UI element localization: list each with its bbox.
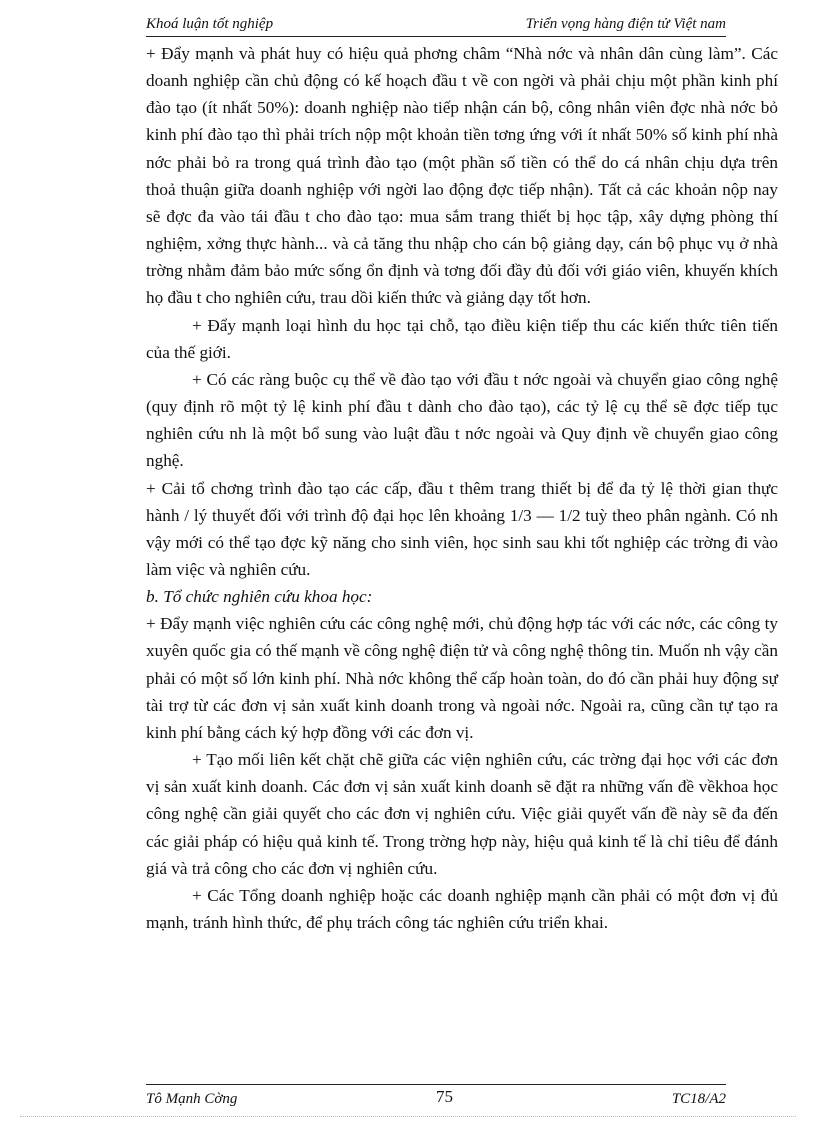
- paragraph-5: + Đẩy mạnh việc nghiên cứu các công nghệ mới, chủ động hợp tác với các nớc, các công ty xuyên quốc gia có thế mạnh về công nghệ điện tử và công nghệ thông tin. Muốn nh vậy cần phải có một số lớn kinh phí. Nhà nớc không thể cấp hoàn toàn, do đó cần phải huy động sự tài trợ từ các đơn vị sản xuất kinh doanh trong và ngoài nớc. Ngoài ra, cũng cần tự tạo ra kinh phí bằng cách ký hợp đồng với các đơn vị.: [146, 614, 778, 742]
- paragraph-6: + Tạo mối liên kết chặt chẽ giữa các viện nghiên cứu, các trờng đại học với các đơn vị sản xuất kinh doanh. Các đơn vị sản xuất kinh doanh sẽ đặt ra những vấn đề vềkhoa học công nghệ cần giải quyết cho các đơn vị nghiên cứu. Việc giải quyết vấn đề này sẽ đa đến các giải pháp có hiệu quả kinh tế. Trong trờng hợp này, hiệu quả kinh tế là chỉ tiêu để đánh giá và trả công cho các đơn vị nghiên cứu.: [146, 750, 778, 878]
- paragraph-7: + Các Tổng doanh nghiệp hoặc các doanh nghiệp mạnh cần phải có một đơn vị đủ mạnh, tránh hình thức, để phụ trách công tác nghiên cứu triển khai.: [146, 885, 778, 932]
- page-footer: [146, 1084, 726, 1109]
- paragraph-4: + Cải tổ chơng trình đào tạo các cấp, đầu t thêm trang thiết bị để đa tỷ lệ thời gian thực hành / lý thuyết đối với trình độ đại học lên khoảng 1/3 — 1/2 tuỳ theo phân ngành. Có nh vậy mới có thể tạo đợc kỹ năng cho sinh viên, học sinh sau khi tốt nghiệp các trờng đi vào làm việc và nghiên cứu.: [146, 478, 778, 579]
- footer-class-code: TC18/A2: [671, 1091, 726, 1107]
- paragraph-1: + Đẩy mạnh và phát huy có hiệu quả phơng châm “Nhà nớc và nhân dân cùng làm”. Các doanh nghiệp cần chủ động có kế hoạch đầu t về con ngời và phải chịu một phần kinh phí đào tạo (ít nhất 50%): doanh nghiệp nào tiếp nhận cán bộ, công nhân viên đợc nhà nớc bỏ kinh phí đào tạo thì phải trích nộp một khoản tiền tơng ứng với ít nhất 50% số kinh phí nhà nớc phải bỏ ra trong quá trình đào tạo (một phần số tiền có thể do cá nhân chịu dựa trên thoả thuận giữa doanh nghiệp với ngời lao động đợc tiếp nhận). Tất cả các khoản nộp nay sẽ đợc đa vào tái đầu t cho đào tạo: mua sắm trang thiết bị học tập, xây dựng phòng thí nghiệm, xởng thực hành... và cả tăng thu nhập cho cán bộ giảng dạy, cán bộ phục vụ ở nhà trờng nhằm đảm bảo mức sống ổn định và tơng đối đầy đủ đối với giáo viên, khuyến khích họ đầu t cho nghiên cứu, trau dồi kiến thức và giảng dạy tốt hơn.: [146, 44, 778, 308]
- page-header: [146, 14, 726, 37]
- bottom-dotted-divider: [20, 1116, 796, 1118]
- document-body: [146, 40, 778, 936]
- footer-author: Tô Mạnh Cờng: [146, 1091, 238, 1107]
- paragraph-2: + Đẩy mạnh loại hình du học tại chỗ, tạo điều kiện tiếp thu các kiến thức tiên tiến của thế giới.: [146, 315, 778, 362]
- footer-page-number: 75: [436, 1087, 453, 1106]
- header-right-title: Triển vọng hàng điện tử Việt nam: [525, 16, 726, 32]
- paragraph-3: + Có các ràng buộc cụ thể về đào tạo với đầu t nớc ngoài và chuyển giao công nghệ (quy định rõ một tỷ lệ kinh phí đầu t dành cho đào tạo), các tỷ lệ cụ thể sẽ đợc tiếp tục nghiên cứu nh là một bổ sung vào luật đầu t nớc ngoài và Quy định về chuyển giao công nghệ.: [146, 369, 778, 471]
- header-left-title: Khoá luận tốt nghiệp: [146, 16, 274, 32]
- section-heading: b. Tổ chức nghiên cứu khoa học:: [146, 587, 373, 607]
